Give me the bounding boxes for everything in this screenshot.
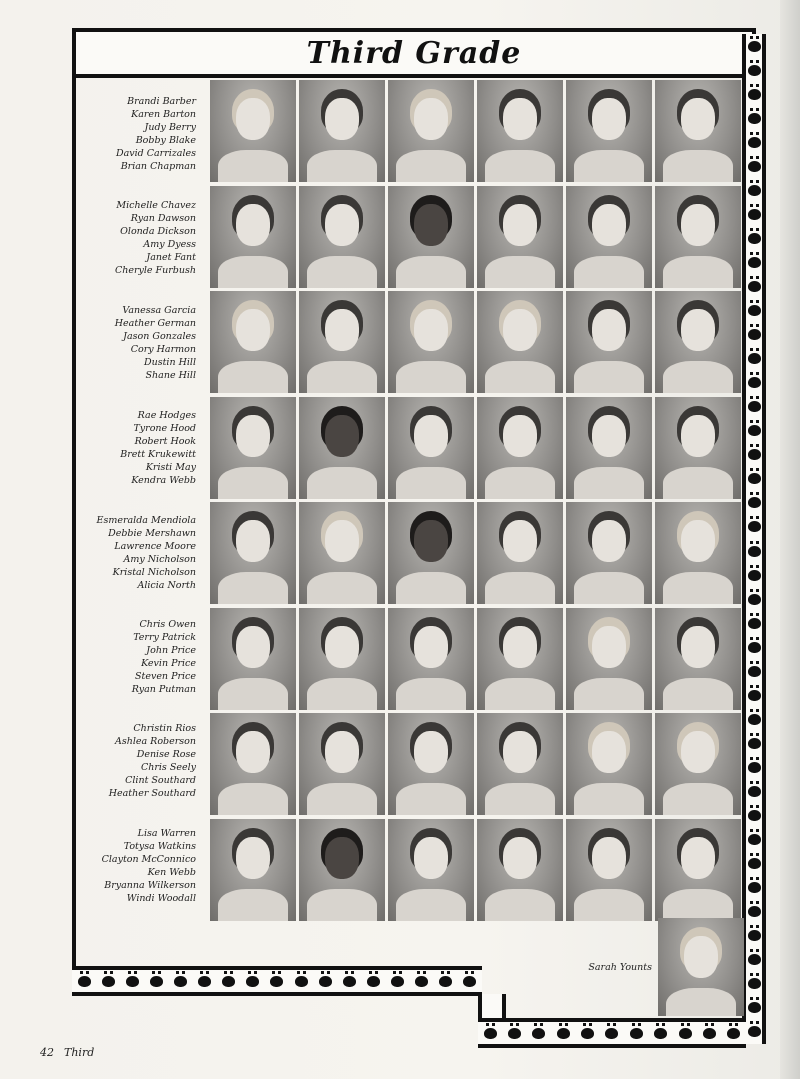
portrait-face <box>414 98 448 140</box>
student-portrait <box>388 713 474 815</box>
portrait-shirt <box>663 678 733 710</box>
paw-print-icon <box>748 858 761 869</box>
paw-print-icon <box>508 1028 521 1039</box>
student-portrait <box>566 186 652 288</box>
portrait-shirt <box>574 889 644 921</box>
paw-print-icon <box>748 618 761 629</box>
paw-print-icon <box>415 976 428 987</box>
student-portrait <box>477 291 563 393</box>
student-name: Bobby Blake <box>135 135 196 146</box>
name-list-row-7 <box>80 722 196 800</box>
student-portrait <box>299 397 385 499</box>
paw-print-icon <box>126 976 139 987</box>
paw-print-icon <box>748 1002 761 1013</box>
student-name: Shane Hill <box>145 370 196 381</box>
portrait-face <box>592 415 626 457</box>
name-list-row-3 <box>80 304 196 382</box>
paw-print-icon <box>748 594 761 605</box>
student-name: Ken Webb <box>147 867 196 878</box>
student-name: Clint Southard <box>125 775 196 786</box>
portrait-shirt <box>485 783 555 815</box>
paw-print-icon <box>748 786 761 797</box>
paw-print-icon <box>748 882 761 893</box>
portrait-shirt <box>396 678 466 710</box>
page-footer <box>40 1046 104 1059</box>
paw-print-icon <box>319 976 332 987</box>
student-portrait <box>566 713 652 815</box>
portrait-shirt <box>307 572 377 604</box>
portrait-face <box>681 204 715 246</box>
student-portrait <box>388 186 474 288</box>
portrait-shirt <box>663 256 733 288</box>
paw-print-icon <box>748 281 761 292</box>
portrait-face <box>681 98 715 140</box>
portrait-face <box>681 626 715 668</box>
student-portrait <box>477 397 563 499</box>
portrait-face <box>325 204 359 246</box>
paw-print-icon <box>748 642 761 653</box>
portrait-shirt <box>663 889 733 921</box>
student-name: Bryanna Wilkerson <box>104 880 196 891</box>
student-portrait <box>299 819 385 921</box>
student-portrait <box>658 918 744 1016</box>
name-list-row-5 <box>80 514 196 592</box>
student-name: Terry Patrick <box>133 632 196 643</box>
student-name: Heather Southard <box>108 788 196 799</box>
student-portrait <box>655 819 741 921</box>
student-name: Tyrone Hood <box>133 423 196 434</box>
portrait-shirt <box>574 467 644 499</box>
portrait-shirt <box>218 361 288 393</box>
student-name: Esmeralda Mendiola <box>96 515 196 526</box>
portrait-shirt <box>396 572 466 604</box>
paw-print-icon <box>748 137 761 148</box>
portrait-face <box>325 520 359 562</box>
paw-print-icon <box>748 257 761 268</box>
student-name: Karen Barton <box>131 109 196 120</box>
paw-print-icon <box>748 449 761 460</box>
paw-print-icon <box>679 1028 692 1039</box>
student-name: Michelle Chavez <box>116 200 196 211</box>
portrait-shirt <box>485 150 555 182</box>
student-name: Rae Hodges <box>137 410 196 421</box>
student-name: Ryan Putman <box>131 684 196 695</box>
portrait-face <box>681 520 715 562</box>
student-portrait <box>210 608 296 710</box>
paw-print-icon <box>748 954 761 965</box>
portrait-face <box>414 309 448 351</box>
portrait-shirt <box>307 256 377 288</box>
portrait-shirt <box>663 150 733 182</box>
portrait-face <box>325 415 359 457</box>
portrait-face <box>681 731 715 773</box>
student-name: Denise Rose <box>136 749 196 760</box>
student-name: Ashlea Roberson <box>114 736 196 747</box>
student-portrait <box>210 186 296 288</box>
portrait-shirt <box>307 783 377 815</box>
student-portrait <box>655 80 741 182</box>
portrait-shirt <box>396 783 466 815</box>
student-name: Christin Rios <box>133 723 196 734</box>
portrait-shirt <box>307 889 377 921</box>
student-portrait <box>477 608 563 710</box>
student-portrait <box>388 397 474 499</box>
student-portrait <box>655 502 741 604</box>
paw-print-icon <box>748 353 761 364</box>
portrait-face <box>592 309 626 351</box>
student-name: Brett Krukewitt <box>120 449 196 460</box>
paw-print-border-bottom-left <box>72 966 482 996</box>
student-portrait <box>655 186 741 288</box>
portrait-shirt <box>574 572 644 604</box>
name-list-row-4 <box>80 409 196 487</box>
portrait-face <box>503 98 537 140</box>
paw-print-icon <box>748 161 761 172</box>
portrait-shirt <box>574 150 644 182</box>
paw-print-icon <box>748 329 761 340</box>
portrait-face <box>236 626 270 668</box>
portrait-shirt <box>485 256 555 288</box>
student-name: Kendra Webb <box>131 475 196 486</box>
paw-print-icon <box>727 1028 740 1039</box>
paw-print-icon <box>748 521 761 532</box>
paw-print-icon <box>748 762 761 773</box>
section-name: Third <box>64 1046 95 1059</box>
student-portrait <box>210 713 296 815</box>
portrait-face <box>414 626 448 668</box>
student-portrait <box>566 608 652 710</box>
portrait-face <box>592 626 626 668</box>
student-portrait <box>477 80 563 182</box>
paw-print-icon <box>748 377 761 388</box>
student-portrait <box>388 80 474 182</box>
name-list-row-2 <box>80 199 196 277</box>
portrait-face <box>592 731 626 773</box>
student-portrait <box>299 186 385 288</box>
portrait-shirt <box>574 361 644 393</box>
paw-print-icon <box>748 666 761 677</box>
portrait-face <box>236 309 270 351</box>
paw-print-icon <box>463 976 476 987</box>
portrait-face <box>325 626 359 668</box>
student-portrait <box>477 819 563 921</box>
student-name: Brian Chapman <box>120 161 196 172</box>
paw-print-icon <box>748 305 761 316</box>
portrait-shirt <box>485 572 555 604</box>
paw-print-icon <box>748 738 761 749</box>
paw-print-icon <box>78 976 91 987</box>
paw-print-icon <box>748 89 761 100</box>
portrait-shirt <box>663 783 733 815</box>
paw-print-icon <box>748 401 761 412</box>
student-portrait <box>299 291 385 393</box>
paw-print-icon <box>748 209 761 220</box>
portrait-shirt <box>218 783 288 815</box>
student-name: Vanessa Garcia <box>122 305 196 316</box>
student-portrait <box>655 291 741 393</box>
student-portrait <box>210 80 296 182</box>
student-portrait <box>388 819 474 921</box>
portrait-face <box>503 204 537 246</box>
paw-print-icon <box>703 1028 716 1039</box>
student-portrait <box>388 502 474 604</box>
paw-print-icon <box>270 976 283 987</box>
portrait-shirt <box>307 467 377 499</box>
paw-print-icon <box>748 690 761 701</box>
student-name: Amy Dyess <box>143 239 196 250</box>
paw-print-icon <box>748 425 761 436</box>
paw-print-icon <box>581 1028 594 1039</box>
portrait-shirt <box>218 150 288 182</box>
portrait-grid <box>210 80 741 921</box>
paw-print-icon <box>605 1028 618 1039</box>
paw-print-icon <box>222 976 235 987</box>
portrait-shirt <box>574 783 644 815</box>
portrait-shirt <box>666 988 736 1016</box>
portrait-shirt <box>485 361 555 393</box>
page-number: 42 <box>40 1046 54 1059</box>
paw-print-icon <box>367 976 380 987</box>
student-portrait <box>477 186 563 288</box>
portrait-face <box>325 309 359 351</box>
student-name: David Carrizales <box>115 148 196 159</box>
paw-print-icon <box>748 810 761 821</box>
paw-print-icon <box>748 233 761 244</box>
student-name: Dustin Hill <box>143 357 196 368</box>
portrait-shirt <box>485 467 555 499</box>
portrait-shirt <box>396 467 466 499</box>
portrait-face <box>236 520 270 562</box>
student-portrait <box>655 608 741 710</box>
paw-print-icon <box>295 976 308 987</box>
student-portrait <box>566 397 652 499</box>
name-list-row-6 <box>80 618 196 696</box>
paw-print-icon <box>748 497 761 508</box>
student-portrait <box>566 502 652 604</box>
student-name: Windi Woodall <box>126 893 196 904</box>
name-list-row-8 <box>80 827 196 905</box>
paw-print-icon <box>748 906 761 917</box>
portrait-face <box>681 837 715 879</box>
portrait-face <box>414 837 448 879</box>
student-name: Chris Seely <box>140 762 196 773</box>
paw-print-icon <box>748 113 761 124</box>
portrait-face <box>414 204 448 246</box>
portrait-shirt <box>396 256 466 288</box>
student-portrait <box>299 713 385 815</box>
student-portrait <box>655 397 741 499</box>
student-name: Lawrence Moore <box>114 541 196 552</box>
student-portrait <box>299 502 385 604</box>
student-name: Heather German <box>114 318 196 329</box>
student-name: Steven Price <box>135 671 196 682</box>
title-band <box>72 28 756 76</box>
portrait-face <box>503 837 537 879</box>
page-title: Third Grade <box>306 36 522 71</box>
paw-print-icon <box>198 976 211 987</box>
portrait-shirt <box>396 889 466 921</box>
paw-print-icon <box>748 978 761 989</box>
paw-print-icon <box>557 1028 570 1039</box>
portrait-shirt <box>485 678 555 710</box>
student-portrait <box>210 397 296 499</box>
student-name: Cory Harmon <box>130 344 196 355</box>
student-portrait <box>566 819 652 921</box>
portrait-face <box>503 415 537 457</box>
paw-print-icon <box>532 1028 545 1039</box>
portrait-shirt <box>663 467 733 499</box>
paw-print-icon <box>748 546 761 557</box>
student-name: Debbie Mershawn <box>108 528 196 539</box>
paw-print-icon <box>343 976 356 987</box>
student-name: Chris Owen <box>139 619 196 630</box>
student-portrait <box>477 502 563 604</box>
student-name: Alicia North <box>137 580 196 591</box>
student-portrait <box>388 291 474 393</box>
student-name: Judy Berry <box>144 122 196 133</box>
portrait-face <box>592 204 626 246</box>
portrait-face <box>414 415 448 457</box>
paw-print-icon <box>748 1026 761 1037</box>
student-name: Clayton McConnico <box>101 854 196 865</box>
portrait-face <box>503 309 537 351</box>
portrait-face <box>325 837 359 879</box>
student-name: Lisa Warren <box>137 828 196 839</box>
student-name: Amy Nicholson <box>123 554 196 565</box>
student-portrait <box>388 608 474 710</box>
portrait-shirt <box>307 150 377 182</box>
student-name: Janet Fant <box>146 252 196 263</box>
portrait-face <box>592 98 626 140</box>
portrait-shirt <box>574 678 644 710</box>
student-name: Totysa Watkins <box>123 841 196 852</box>
student-name: Kristal Nicholson <box>112 567 196 578</box>
paw-print-icon <box>174 976 187 987</box>
portrait-face <box>236 204 270 246</box>
portrait-face <box>236 98 270 140</box>
paw-print-icon <box>246 976 259 987</box>
paw-print-icon <box>748 185 761 196</box>
paw-print-icon <box>748 930 761 941</box>
paw-print-icon <box>391 976 404 987</box>
paw-print-icon <box>102 976 115 987</box>
portrait-face <box>503 520 537 562</box>
portrait-face <box>236 415 270 457</box>
portrait-shirt <box>307 678 377 710</box>
solo-student-name: Sarah Younts <box>588 962 652 973</box>
student-name: Brandi Barber <box>127 96 196 107</box>
frame-top-border <box>72 74 742 78</box>
paw-print-border-right <box>742 34 766 1044</box>
paw-print-icon <box>748 473 761 484</box>
student-portrait <box>210 819 296 921</box>
portrait-face <box>414 731 448 773</box>
student-name: Kristi May <box>145 462 196 473</box>
portrait-face <box>325 731 359 773</box>
student-portrait <box>210 502 296 604</box>
portrait-shirt <box>218 889 288 921</box>
student-name: Robert Hook <box>134 436 196 447</box>
student-name: Cheryle Furbush <box>114 265 196 276</box>
portrait-shirt <box>396 361 466 393</box>
student-name: Kevin Price <box>141 658 196 669</box>
student-name: John Price <box>146 645 196 656</box>
student-portrait <box>299 80 385 182</box>
paw-print-icon <box>654 1028 667 1039</box>
portrait-shirt <box>218 678 288 710</box>
paw-print-icon <box>150 976 163 987</box>
portrait-shirt <box>218 572 288 604</box>
portrait-face <box>592 837 626 879</box>
portrait-shirt <box>485 889 555 921</box>
portrait-face <box>414 520 448 562</box>
portrait-face <box>236 837 270 879</box>
book-gutter <box>780 0 800 1079</box>
frame-left-border <box>72 74 76 994</box>
student-name: Olonda Dickson <box>120 226 196 237</box>
student-name: Ryan Dawson <box>130 213 196 224</box>
portrait-shirt <box>218 256 288 288</box>
paw-print-icon <box>439 976 452 987</box>
portrait-face <box>325 98 359 140</box>
portrait-face <box>503 626 537 668</box>
portrait-shirt <box>574 256 644 288</box>
portrait-shirt <box>663 361 733 393</box>
paw-print-icon <box>748 41 761 52</box>
portrait-face <box>681 415 715 457</box>
portrait-face <box>236 731 270 773</box>
student-portrait <box>299 608 385 710</box>
student-portrait <box>655 713 741 815</box>
paw-print-icon <box>748 714 761 725</box>
portrait-shirt <box>307 361 377 393</box>
student-portrait <box>210 291 296 393</box>
paw-print-icon <box>748 65 761 76</box>
paw-print-icon <box>630 1028 643 1039</box>
portrait-face <box>684 936 718 978</box>
student-portrait <box>566 291 652 393</box>
student-name: Jason Gonzales <box>123 331 196 342</box>
student-portrait <box>477 713 563 815</box>
portrait-shirt <box>218 467 288 499</box>
portrait-face <box>592 520 626 562</box>
paw-print-icon <box>748 570 761 581</box>
portrait-shirt <box>663 572 733 604</box>
paw-print-icon <box>484 1028 497 1039</box>
portrait-shirt <box>396 150 466 182</box>
name-list-row-1 <box>80 95 196 173</box>
student-portrait <box>566 80 652 182</box>
paw-print-border-bottom-right <box>478 1018 746 1048</box>
portrait-face <box>681 309 715 351</box>
paw-print-icon <box>748 834 761 845</box>
portrait-face <box>503 731 537 773</box>
